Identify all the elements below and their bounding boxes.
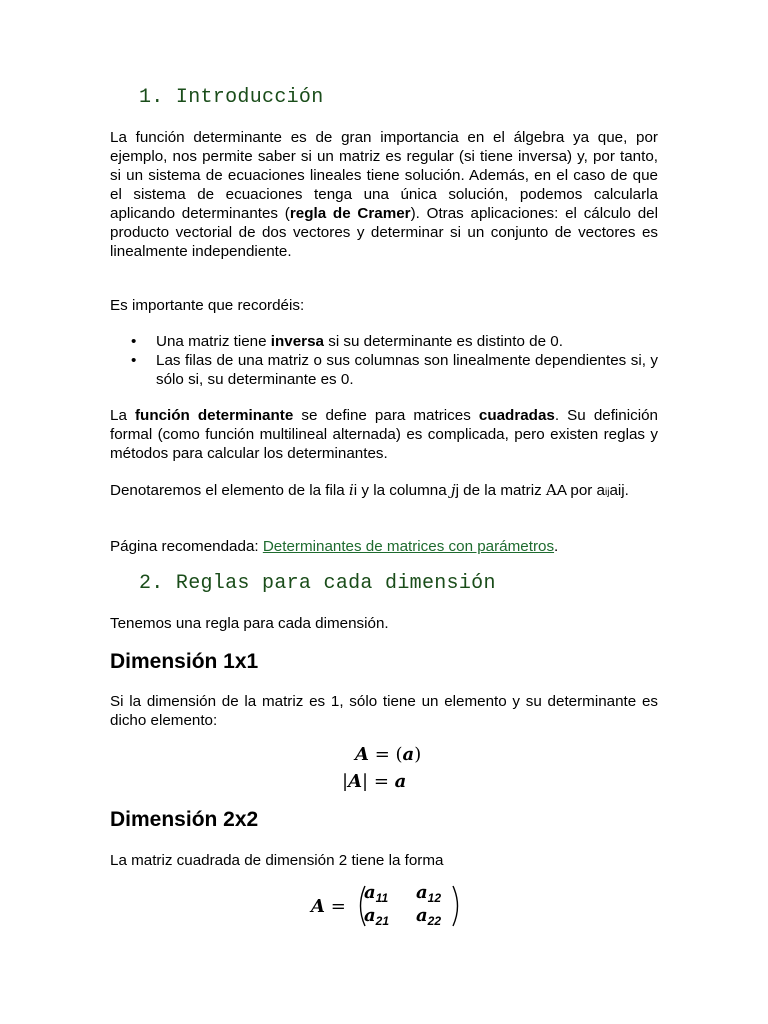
def-bold-funcion: función determinante [134, 407, 294, 424]
rules-intro: Tenemos una regla para cada dimensión. [110, 615, 389, 632]
intro-text-b: ). Otras aplicaciones: el cálculo del producto vectorial de dos vectores y determinar si un conjunto de vectores es linealmente independiente. [110, 205, 658, 260]
def-bold-cuadradas: cuadradas [478, 407, 555, 424]
notation-text-b: y la columna [357, 482, 451, 499]
eq2-equals: = [368, 771, 395, 792]
recommended-link[interactable]: Determinantes de matrices con parámetros [262, 538, 555, 555]
list-item [110, 351, 658, 389]
dim2-paragraph: La matriz cuadrada de dimensión 2 tiene la forma [110, 852, 444, 869]
eq2-bar-left: | [342, 771, 349, 792]
section-1-heading: 1. Introducción [139, 86, 324, 109]
notation-aij-subscript: ij [605, 487, 610, 498]
matrix-entry-12 [416, 882, 441, 903]
matrix-entry-11 [364, 882, 388, 903]
m11-sub: 11 [375, 891, 389, 905]
matrix-right-paren [451, 884, 463, 928]
intro-bold-cramer: regla de Cramer [289, 205, 411, 222]
equation-2 [342, 771, 406, 792]
def-text-b: se define para matrices [293, 407, 479, 424]
eq1-open-paren: ( [395, 744, 403, 765]
notation-text-c: de la matriz [458, 482, 546, 499]
recommended-label: Página recomendada: [110, 538, 263, 555]
notation-A: A [556, 482, 567, 499]
eq3-A: A [311, 896, 325, 917]
m12-a: a [416, 882, 428, 903]
notation-period: . [624, 482, 629, 499]
m12-sub: 12 [427, 891, 442, 905]
m22-sub: 22 [427, 914, 442, 928]
intro-text-a: La función determinante es de gran importancia en el álgebra ya que, por ejemplo, nos permite saber si un matriz es regular (si tiene inversa) y, por tanto, si un sistema de ecuaciones lineales tiene solución. Además, en el caso de que el sistema de ecuaciones tenga una única solución, podemos calcularla aplicando determinantes ( [110, 129, 658, 222]
bullet1-bold: inversa [270, 333, 324, 350]
def-text-a: La [110, 407, 135, 424]
notation-text-d: por [566, 482, 597, 499]
equation-1 [355, 744, 421, 765]
remember-paragraph: Es importante que recordéis: [110, 297, 305, 314]
recommended-period: . [554, 538, 559, 555]
def-text-c: . Su definición formal (como función multilineal alternada) es complicada, pero existen reglas y métodos para calcular los determinantes. [110, 407, 658, 462]
dim2-heading: Dimensión 2x2 [110, 808, 259, 831]
m21-a: a [364, 905, 376, 926]
definition-paragraph [110, 406, 658, 463]
list-item [110, 332, 658, 351]
remember-list [110, 332, 658, 389]
bullet1-text-a: Una matriz tiene [156, 333, 271, 350]
notation-paragraph [110, 481, 658, 502]
bullet2-text: Las filas de una matriz o sus columnas son linealmente dependientes si, y sólo si, su determinante es 0. [156, 352, 658, 388]
bullet-icon: • [131, 333, 137, 350]
eq1-A: A [355, 744, 369, 765]
intro-paragraph [110, 128, 658, 261]
eq1-equals: = [368, 744, 396, 765]
eq3-equals: = [325, 896, 352, 917]
eq2-A: A [348, 771, 363, 792]
notation-i-math: i [348, 481, 354, 499]
eq2-a: a [394, 771, 407, 792]
m21-sub: 21 [375, 914, 390, 928]
section-2-heading: 2. Reglas para cada dimensión [139, 572, 496, 595]
dim1-paragraph: Si la dimensión de la matriz es 1, sólo tiene un elemento y su determinante es dicho elemento: [110, 693, 658, 729]
recommended-paragraph [110, 537, 658, 556]
notation-aij-math: a [596, 482, 605, 499]
m11-a: a [364, 882, 376, 903]
dim1-heading: Dimensión 1x1 [110, 650, 259, 673]
notation-j: j [455, 482, 459, 499]
bullet1-text-b: si su determinante es distinto de 0. [324, 333, 563, 350]
notation-aij: aij [609, 482, 625, 499]
matrix-body [364, 882, 464, 930]
notation-i: i [353, 482, 358, 499]
matrix-entry-22 [416, 905, 441, 926]
notation-A-math: A [545, 481, 557, 499]
notation-text-a: Denotaremos el elemento de la fila [110, 482, 349, 499]
eq2-bar-right: | [362, 771, 369, 792]
eq1-a: a [402, 744, 415, 765]
eq1-close-paren: ) [414, 744, 422, 765]
bullet-icon: • [131, 352, 137, 369]
notation-j-math: j [450, 481, 456, 499]
matrix-entry-21 [364, 905, 389, 926]
m22-a: a [416, 905, 428, 926]
